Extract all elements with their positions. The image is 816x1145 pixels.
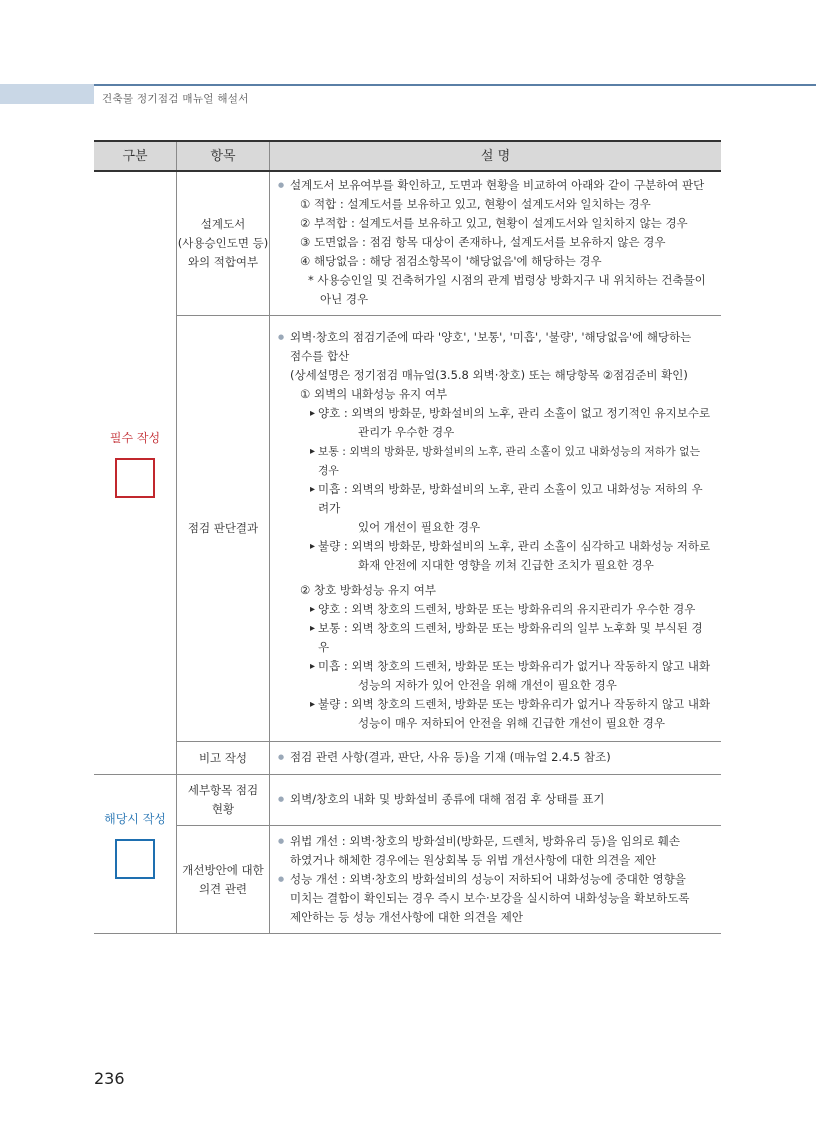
grade-item: ▸ 미흡 : 외벽의 방화문, 방화설비의 노후, 관리 소홀이 있고 내화성능 저하의 우려가 bbox=[278, 480, 713, 518]
bullet-text-cont: 하였거나 해체한 경우에는 원상회복 등 위법 개선사항에 대한 의견을 제안 bbox=[290, 853, 657, 867]
required-checkbox[interactable] bbox=[115, 458, 155, 498]
description-table bbox=[94, 140, 721, 934]
grade-item-cont: 화재 안전에 지대한 영향을 끼쳐 긴급한 조치가 필요한 경우 bbox=[358, 558, 654, 572]
grade-item: ▸ 양호 : 외벽 창호의 드렌처, 방화문 또는 방화유리의 유지관리가 우수한 경우 bbox=[278, 600, 713, 619]
item-design-docs bbox=[177, 171, 270, 316]
list-item: ① 적합 : 설계도서를 보유하고 있고, 현황이 설계도서와 일치하는 경우 bbox=[300, 197, 651, 211]
group-required bbox=[94, 171, 177, 775]
page-number: 236 bbox=[94, 1069, 125, 1088]
table-row bbox=[94, 742, 721, 775]
bullet-text-cont: 제안하는 등 성능 개선사항에 대한 의견을 제안 bbox=[290, 910, 524, 924]
note-text: * 사용승인일 및 건축허가일 시점의 관계 법령상 방화지구 내 위치하는 건축물이 bbox=[308, 273, 706, 287]
desc-remarks bbox=[270, 742, 722, 775]
bullet-text-cont: 미치는 결함이 확인되는 경우 즉시 보수·보강을 실시하여 내화성능을 확보하도록 bbox=[290, 891, 690, 905]
item-remarks: 비고 작성 bbox=[177, 742, 270, 775]
table-header-row bbox=[94, 141, 721, 171]
item-line: 의견 관련 bbox=[198, 881, 248, 896]
grade-item-cont: 성능의 저하가 있어 안전을 위해 개선이 필요한 경우 bbox=[358, 678, 617, 692]
desc-improvement bbox=[270, 826, 722, 934]
item-detail-status bbox=[177, 775, 270, 826]
table-row bbox=[94, 316, 721, 742]
sub-heading: ① 외벽의 내화성능 유지 여부 bbox=[300, 387, 448, 401]
table-row bbox=[94, 826, 721, 934]
list-item: ② 부적합 : 설계도서를 보유하고 있고, 현황이 설계도서와 일치하지 않는 경우 bbox=[300, 216, 688, 230]
item-line: 현황 bbox=[211, 802, 235, 816]
running-header-title: 건축물 정기점검 매뉴얼 해설서 bbox=[102, 93, 249, 105]
item-line: 설계도서 bbox=[200, 217, 246, 231]
header-rule bbox=[94, 84, 816, 86]
grade-item: ▸ 보통 : 외벽 창호의 드렌처, 방화문 또는 방화유리의 일부 노후화 및 부식된 경우 bbox=[278, 619, 713, 657]
bullet-text: ● 설계도서 보유여부를 확인하고, 도면과 현황을 비교하여 아래와 같이 구분하여 판단 bbox=[278, 176, 713, 195]
table-row bbox=[94, 171, 721, 316]
grade-item-cont: 있어 개선이 필요한 경우 bbox=[358, 520, 481, 534]
required-label: 필수 작성 bbox=[109, 430, 161, 445]
note-text-cont: 아닌 경우 bbox=[320, 292, 369, 306]
bullet-text: ● 위법 개선 : 외벽·창호의 방화설비(방화문, 드렌처, 방화유리 등)을 임의로 훼손 bbox=[278, 832, 713, 851]
group-optional bbox=[94, 775, 177, 934]
bullet-text: ● 성능 개선 : 외벽·창호의 방화설비의 성능이 저하되어 내화성능에 중대한 영향을 bbox=[278, 870, 713, 889]
bullet-text-cont: 점수를 합산 bbox=[290, 349, 350, 363]
desc-detail-status bbox=[270, 775, 722, 826]
item-improvement bbox=[177, 826, 270, 934]
table-row bbox=[94, 775, 721, 826]
item-line: (사용승인도면 등) bbox=[177, 236, 269, 250]
bullet-text: ● 점검 관련 사항(결과, 판단, 사유 등)을 기재 (매뉴얼 2.4.5 참조) bbox=[278, 748, 713, 767]
item-line: 와의 적합여부 bbox=[187, 255, 259, 269]
header-description: 설 명 bbox=[270, 141, 722, 171]
desc-judgement bbox=[270, 316, 722, 742]
grade-item-cont: 성능이 매우 저하되어 안전을 위해 긴급한 개선이 필요한 경우 bbox=[358, 716, 665, 730]
grade-item: ▸ 양호 : 외벽의 방화문, 방화설비의 노후, 관리 소홀이 없고 정기적인 유지보수로 bbox=[278, 404, 713, 423]
optional-label: 해당시 작성 bbox=[104, 811, 166, 826]
optional-checkbox[interactable] bbox=[115, 839, 155, 879]
list-item: ④ 해당없음 : 해당 점검소항목이 '해당없음'에 해당하는 경우 bbox=[300, 254, 602, 268]
bullet-text-cont: (상세설명은 정기점검 매뉴얼(3.5.8 외벽·창호) 또는 해당항목 ②점검준비 확인) bbox=[290, 368, 688, 382]
header-item: 항목 bbox=[177, 141, 270, 171]
bullet-text: ● 외벽/창호의 내화 및 방화설비 종류에 대해 점검 후 상태를 표기 bbox=[278, 790, 713, 809]
grade-item-cont: 관리가 우수한 경우 bbox=[358, 425, 455, 439]
grade-item: ▸ 불량 : 외벽 창호의 드렌처, 방화문 또는 방화유리가 없거나 작동하지 않고 내화 bbox=[278, 695, 713, 714]
bullet-text: ● 외벽·창호의 점검기준에 따라 '양호', '보통', '미흡', '불량', '해당없음'에 해당하는 bbox=[278, 328, 713, 347]
header-accent-bar bbox=[0, 84, 94, 104]
grade-item: ▸ 불량 : 외벽의 방화문, 방화설비의 노후, 관리 소홀이 심각하고 내화성능 저하로 bbox=[278, 537, 713, 556]
header-category: 구분 bbox=[94, 141, 177, 171]
desc-design-docs bbox=[270, 171, 722, 316]
item-line: 세부항목 점검 bbox=[187, 783, 259, 797]
item-judgement: 점검 판단결과 bbox=[177, 316, 270, 742]
item-line: 개선방안에 대한 bbox=[182, 862, 264, 877]
grade-item: ▸ 미흡 : 외벽 창호의 드렌처, 방화문 또는 방화유리가 없거나 작동하지 않고 내화 bbox=[278, 657, 713, 676]
grade-item: ▸ 보통 : 외벽의 방화문, 방화설비의 노후, 관리 소홀이 있고 내화성능의 저하가 없는 경우 bbox=[278, 442, 713, 480]
list-item: ③ 도면없음 : 점검 항목 대상이 존재하나, 설계도서를 보유하지 않은 경우 bbox=[300, 235, 666, 249]
sub-heading: ② 창호 방화성능 유지 여부 bbox=[300, 583, 437, 597]
